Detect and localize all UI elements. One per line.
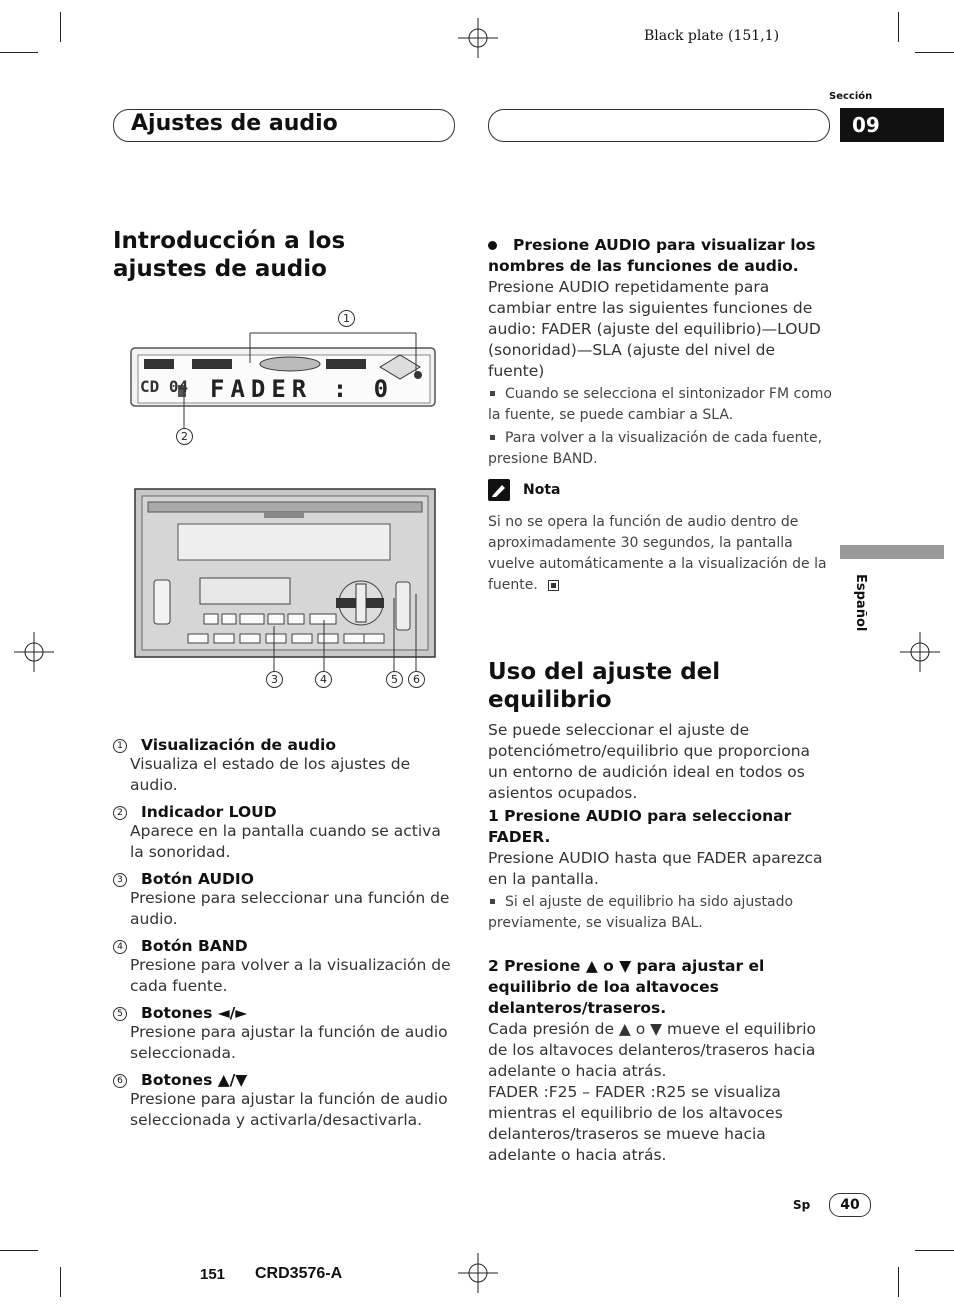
callout-5: 5 <box>386 671 403 688</box>
note-pencil-icon <box>488 479 510 501</box>
legend-title: Indicador LOUD <box>141 803 277 821</box>
step2-body-2: FADER :F25 – FADER :R25 se visualiza mientras el equilibrio de los altavoces delanteros/traseros se mueve hacia adelante o hacia atrás. <box>488 1083 783 1164</box>
registration-mark <box>458 18 498 58</box>
bullet-item: Si el ajuste de equilibrio ha sido ajustado previamente, se visualiza BAL. <box>488 894 794 931</box>
legend-title: Botones ▲/▼ <box>141 1071 248 1089</box>
square-bullet-icon <box>490 435 495 440</box>
step1-heading: 1 Presione AUDIO para seleccionar FADER. <box>488 807 792 846</box>
step2-body: Cada presión de ▲ o ▼ mueve el equilibrio de los altavoces delanteros/traseros hacia adelante o hacia atrás. <box>488 1020 816 1080</box>
legend-item <box>113 1004 458 1064</box>
legend-item <box>113 937 458 997</box>
crop-mark <box>0 52 38 53</box>
section-heading-balance: Uso del ajuste del equilibrio <box>488 659 721 713</box>
crop-mark <box>915 1250 954 1251</box>
side-tab-bar <box>840 545 944 559</box>
end-mark-icon <box>548 580 559 591</box>
legend-item <box>113 803 458 863</box>
section-heading-intro: Introducción a los ajustes de audio <box>113 228 346 282</box>
legend-number: 2 <box>113 806 127 820</box>
step2-heading: 2 Presione ▲ o ▼ para ajustar el equilibrio de loa altavoces delanteros/traseros. <box>488 957 765 1017</box>
legend-number: 4 <box>113 940 127 954</box>
note-title: Nota <box>523 482 561 498</box>
crop-mark <box>898 1267 899 1297</box>
registration-mark <box>458 1253 498 1293</box>
callout-1: 1 <box>338 310 355 327</box>
legend-text: Presione para seleccionar una función de audio. <box>130 889 450 928</box>
footer-plate-number: 151 <box>200 1266 226 1283</box>
square-bullet-icon <box>490 391 495 396</box>
legend-number: 5 <box>113 1007 127 1021</box>
header-empty-pill <box>488 109 830 142</box>
bullet-item: Cuando se selecciona el sintonizador FM como la fuente, se puede cambiar a SLA. <box>488 386 832 423</box>
crop-mark <box>915 52 954 53</box>
legend-text: Visualiza el estado de los ajustes de audio. <box>130 755 411 794</box>
callout-lines-unit <box>268 590 428 680</box>
right-column-top <box>488 235 833 470</box>
callout-3: 3 <box>266 671 283 688</box>
step2 <box>488 956 833 1166</box>
registration-mark <box>900 632 940 672</box>
callout-2: 2 <box>176 428 193 445</box>
legend-list <box>113 736 458 1138</box>
legend-number: 3 <box>113 873 127 887</box>
legend-item <box>113 736 458 796</box>
legend-text: Presione para ajustar la función de audio seleccionada. <box>130 1023 448 1062</box>
display-band: CD 04 <box>140 377 189 396</box>
legend-title: Botones ◄/► <box>141 1004 248 1022</box>
crop-mark <box>60 12 61 42</box>
section-label: Sección <box>829 91 873 102</box>
legend-title: Botón BAND <box>141 937 248 955</box>
registration-mark <box>14 632 54 672</box>
legend-number: 6 <box>113 1074 127 1088</box>
display-text: FADER : 0 <box>210 375 395 403</box>
balance-intro: Se puede seleccionar el ajuste de potenciómetro/equilibrio que proporciona un entorno de audición ideal en todos os asientos ocupados. <box>488 721 811 802</box>
footer-model: CRD3576-A <box>255 1265 343 1282</box>
legend-text: Aparece en la pantalla cuando se activa la sonoridad. <box>130 822 441 861</box>
legend-title: Visualización de audio <box>141 736 336 754</box>
page-title: Ajustes de audio <box>131 111 338 136</box>
legend-item <box>113 1071 458 1131</box>
bullet-dot-icon <box>488 241 497 250</box>
legend-title: Botón AUDIO <box>141 870 254 888</box>
legend-text: Presione para volver a la visualización de cada fuente. <box>130 956 451 995</box>
note-text: Si no se opera la función de audio dentro de aproximadamente 30 segundos, la pantalla vuelve automáticamente a la visualización de la fuente. <box>488 514 827 593</box>
step0-body: Presione AUDIO repetidamente para cambiar entre las siguientes funciones de audio: FADER (ajuste del equilibrio)—LOUD (sonoridad)—SLA (ajuste del nivel de fuente) <box>488 278 821 380</box>
callout-lines-display <box>180 318 420 438</box>
step0-heading: Presione AUDIO para visualizar los nombres de las funciones de audio. <box>488 236 816 275</box>
section-number: 09 <box>840 108 944 142</box>
crop-mark <box>0 1250 38 1251</box>
plate-label: Black plate (151,1) <box>644 28 780 44</box>
square-bullet-icon <box>490 899 495 904</box>
crop-mark <box>60 1267 61 1297</box>
step1-body: Presione AUDIO hasta que FADER aparezca en la pantalla. <box>488 849 823 888</box>
crop-mark <box>898 12 899 42</box>
side-tab-language: Español <box>853 574 868 632</box>
callout-4: 4 <box>315 671 332 688</box>
page-number: 40 <box>829 1193 871 1217</box>
step1 <box>488 806 833 934</box>
legend-text: Presione para ajustar la función de audio seleccionada y activarla/desactivarla. <box>130 1090 448 1129</box>
bullet-item: Para volver a la visualización de cada fuente, presione BAND. <box>488 430 823 467</box>
callout-6: 6 <box>408 671 425 688</box>
footer-lang: Sp <box>793 1198 811 1212</box>
legend-item <box>113 870 458 930</box>
legend-number: 1 <box>113 739 127 753</box>
